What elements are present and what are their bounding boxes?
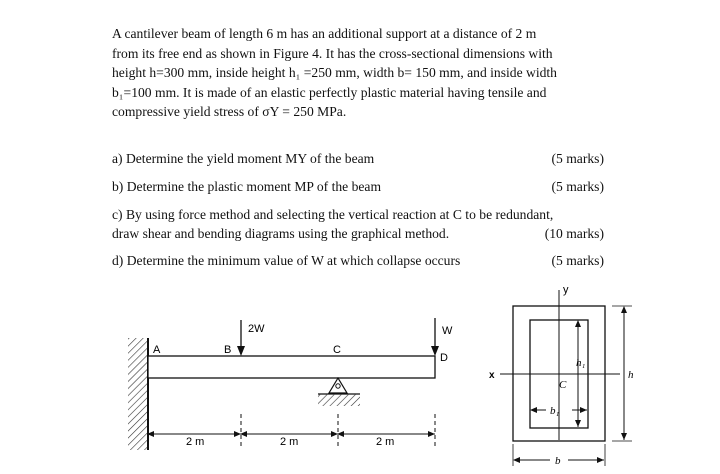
load-w-label: W: [442, 325, 453, 337]
b-label: b: [555, 455, 561, 467]
intro-line: height h=300 mm, inside height h₁ =250 mm, width b= 150 mm, and inside width: [112, 65, 557, 81]
span-label-ab: 2 m: [186, 436, 205, 448]
load-2w-label: 2W: [248, 323, 265, 335]
beam-figure: [128, 318, 453, 450]
intro-line: A cantilever beam of length 6 m has an additional support at a distance of 2 m: [112, 26, 537, 41]
centroid-label: C: [559, 379, 567, 391]
question-marks: (5 marks): [551, 179, 604, 194]
pin-support-c: [318, 378, 360, 406]
question-text-line2: draw shear and bending diagrams using the graphical method.: [112, 225, 450, 241]
b1-label: b₁: [550, 405, 560, 417]
question-text-line1: c) By using force method and selecting the vertical reaction at C to be redundant,: [112, 207, 554, 222]
label-a: A: [153, 344, 161, 356]
label-d: D: [440, 352, 448, 364]
question-marks: (5 marks): [551, 151, 604, 166]
intro-line: from its free end as shown in Figure 4. It has the cross-sectional dimensions with: [112, 45, 553, 61]
question-text: a) Determine the yield moment MY of the beam: [112, 151, 375, 166]
question-marks: (10 marks): [544, 225, 604, 241]
question-marks: (5 marks): [551, 253, 604, 268]
intro-line: b₁=100 mm. It is made of an elastic perfectly plastic material having tensile and: [112, 84, 547, 100]
label-b: B: [224, 344, 232, 356]
load-arrowhead-b: [237, 346, 245, 356]
question-text: d) Determine the minimum value of W at which collapse occurs: [112, 253, 461, 268]
y-axis-label: y: [563, 284, 569, 296]
h-label: h: [628, 369, 634, 381]
question-text: b) Determine the plastic moment MP of the beam: [112, 179, 382, 194]
fixed-wall-hatch: [128, 338, 148, 450]
h1-label: h₁: [576, 357, 586, 369]
label-c: C: [333, 344, 341, 356]
load-arrowhead-d: [431, 346, 439, 356]
intro-line: compressive yield stress of σY = 250 MPa.: [112, 104, 347, 120]
span-label-bc: 2 m: [280, 436, 299, 448]
x-axis-label: x: [489, 370, 495, 381]
beam: [148, 356, 435, 378]
span-label-cd: 2 m: [376, 436, 395, 448]
cross-section-figure: [489, 284, 634, 467]
